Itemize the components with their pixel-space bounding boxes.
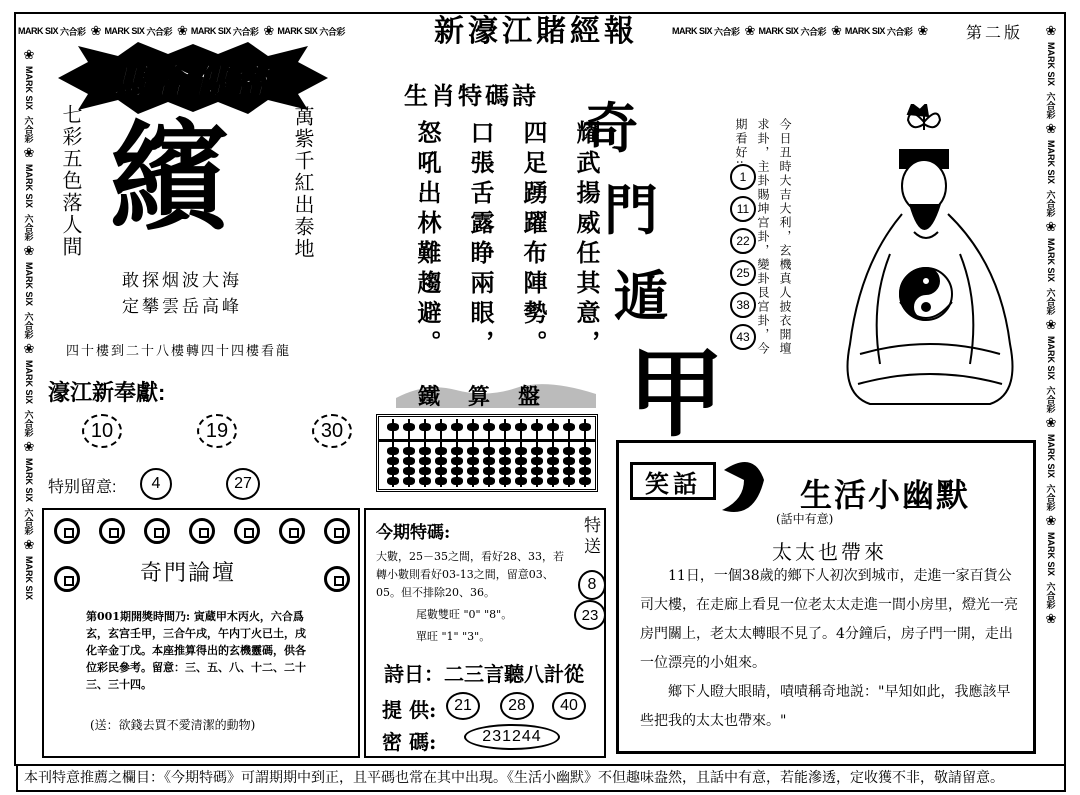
mark-six-label: MARK SIX bbox=[104, 26, 145, 36]
floor-note: 四十樓到二十八樓轉四十四樓看龍 bbox=[66, 344, 292, 359]
coin-icon bbox=[54, 518, 80, 544]
zodiac-poem-title: 生肖特碼詩 bbox=[404, 81, 539, 110]
mark-six-label: MARK SIX bbox=[672, 26, 713, 36]
poem-line-1: 敢探烟波大海 bbox=[122, 271, 242, 291]
abacus-bead bbox=[579, 467, 591, 475]
mark-six-label: MARK SIX bbox=[24, 556, 34, 601]
contribution-number: 30 bbox=[312, 414, 352, 448]
zodiac-poem-columns bbox=[410, 120, 604, 370]
abacus-bead bbox=[419, 477, 431, 485]
abacus-bead bbox=[467, 477, 479, 485]
abacus-bead bbox=[435, 447, 447, 455]
brush-stroke bbox=[714, 450, 774, 530]
password-label: 密 碼: bbox=[382, 730, 437, 754]
abacus-bead bbox=[403, 457, 415, 465]
special-number: 27 bbox=[226, 468, 260, 500]
mark-six-cn: 六合彩 bbox=[1045, 288, 1056, 316]
coin-icon bbox=[144, 518, 170, 544]
abacus-bead bbox=[483, 447, 495, 455]
abacus-bead bbox=[467, 423, 479, 431]
fortune-number: 38 bbox=[730, 292, 756, 318]
fortune-number: 1 bbox=[730, 164, 756, 190]
newspaper-title: 新濠江賭經報 bbox=[434, 14, 638, 49]
abacus-beam bbox=[379, 439, 595, 442]
humor-tag: 笑話 bbox=[630, 462, 716, 500]
abacus-bead bbox=[435, 423, 447, 431]
mark-six-label: MARK SIX bbox=[1046, 238, 1056, 283]
abacus-bead bbox=[435, 477, 447, 485]
send-label: 特送 bbox=[580, 516, 600, 558]
mark-six-label: MARK SIX bbox=[1046, 140, 1056, 185]
story-paragraph-2: 鄉下人瞪大眼睛，嘖嘖稱奇地説："早知如此，我應該早些把我的太太也帶來。" bbox=[640, 684, 1011, 729]
abacus-bead bbox=[515, 477, 527, 485]
mark-six-label: MARK SIX bbox=[24, 262, 34, 307]
abacus-bead bbox=[547, 477, 559, 485]
abacus-bead bbox=[531, 423, 543, 431]
abacus-bead bbox=[579, 423, 591, 431]
coin-icon bbox=[54, 566, 80, 592]
abacus-bead bbox=[515, 447, 527, 455]
poem-column: 耀武揚威任其意， bbox=[572, 120, 601, 360]
flower-icon: ❀ bbox=[1045, 318, 1057, 334]
flower-icon: ❀ bbox=[917, 23, 929, 39]
abacus-bead bbox=[563, 477, 575, 485]
abacus-bead bbox=[499, 423, 511, 431]
abacus-bead bbox=[547, 457, 559, 465]
dunjia-char: 遁 bbox=[614, 264, 668, 328]
abacus-bead bbox=[403, 447, 415, 455]
dunjia-char: 甲 bbox=[628, 337, 724, 450]
big-character: 繽 bbox=[110, 108, 229, 247]
coin-icon bbox=[189, 518, 215, 544]
mark-six-cn: 六合彩 bbox=[1045, 484, 1056, 512]
poem-line-2: 定攀雲岳高峰 bbox=[122, 297, 242, 317]
mark-six-label: MARK SIX bbox=[758, 26, 799, 36]
mark-six-cn: 六合彩 bbox=[1045, 386, 1056, 414]
abacus-bead bbox=[387, 477, 399, 485]
abacus-bead bbox=[419, 457, 431, 465]
provide-number: 40 bbox=[552, 692, 586, 720]
abacus-bead bbox=[563, 467, 575, 475]
abacus-bead bbox=[499, 477, 511, 485]
coin-column-left bbox=[54, 566, 80, 592]
abacus-bead bbox=[515, 467, 527, 475]
abacus-bead bbox=[547, 447, 559, 455]
flower-icon: ❀ bbox=[1045, 514, 1057, 530]
abacus-bead bbox=[579, 457, 591, 465]
abacus-bead bbox=[531, 477, 543, 485]
flower-icon: ❀ bbox=[1045, 24, 1057, 39]
abacus-title: 鐵算盤 bbox=[418, 384, 569, 410]
butterfly-icon bbox=[906, 106, 942, 136]
humor-subtitle: (話中有意) bbox=[776, 512, 834, 526]
coin-column-right bbox=[324, 566, 350, 592]
fortune-number: 11 bbox=[730, 196, 756, 222]
mark-six-cn: 六合彩 bbox=[1045, 190, 1056, 218]
flower-icon: ❀ bbox=[90, 23, 102, 39]
abacus-bead bbox=[467, 457, 479, 465]
abacus-bead bbox=[563, 447, 575, 455]
mark-six-label: MARK SIX bbox=[1046, 532, 1056, 577]
sage-illustration bbox=[830, 104, 1030, 424]
flower-icon: ❀ bbox=[23, 440, 35, 456]
abacus-bead bbox=[403, 423, 415, 431]
abacus-bead bbox=[467, 447, 479, 455]
code-poem: 詩日：二三言聽八計從 bbox=[384, 662, 584, 686]
dunjia-char: 奇 bbox=[584, 96, 638, 160]
abacus-bead bbox=[451, 477, 463, 485]
abacus-bead bbox=[531, 457, 543, 465]
abacus-bead bbox=[515, 423, 527, 431]
abacus-bead bbox=[531, 467, 543, 475]
flower-icon: ❀ bbox=[1045, 220, 1057, 236]
mark-six-label: MARK SIX bbox=[1046, 336, 1056, 381]
mark-six-cn: 六合彩 bbox=[319, 26, 345, 37]
fortune-number: 22 bbox=[730, 228, 756, 254]
provide-number: 28 bbox=[500, 692, 534, 720]
abacus-bead bbox=[435, 467, 447, 475]
provide-number: 21 bbox=[446, 692, 480, 720]
mark-six-cn: 六合彩 bbox=[1045, 92, 1056, 120]
abacus-bead bbox=[483, 467, 495, 475]
mark-six-label: MARK SIX bbox=[1046, 42, 1056, 87]
flower-icon: ❀ bbox=[830, 23, 842, 39]
send-number: 8 bbox=[578, 570, 606, 600]
mark-six-label: MARK SIX bbox=[277, 26, 318, 36]
abacus bbox=[376, 414, 598, 492]
mark-six-cn: 六合彩 bbox=[800, 26, 826, 37]
abacus-bead bbox=[451, 467, 463, 475]
abacus-bead bbox=[419, 467, 431, 475]
abacus-bead bbox=[579, 447, 591, 455]
current-code-line1: 大數，25－35之間，看好28、33，若轉小數則看好03-13之間，留意03、05。但不排除20、36。 bbox=[376, 550, 564, 599]
left-vertical-text: 七彩五色落人間 bbox=[59, 104, 83, 258]
current-code-line3: 單旺 "1" "3"。 bbox=[416, 630, 491, 643]
poem-column: 怒吼出林難趨避。 bbox=[413, 120, 442, 360]
mark-six-label: MARK SIX bbox=[18, 26, 59, 36]
mark-six-cn: 六合彩 bbox=[146, 26, 172, 37]
flower-icon: ❀ bbox=[176, 23, 188, 39]
mark-six-cn: 六合彩 bbox=[23, 410, 34, 438]
right-vertical-text: 萬紫千紅出泰地 bbox=[291, 106, 315, 260]
abacus-bead bbox=[563, 423, 575, 431]
coin-row bbox=[54, 518, 350, 544]
mark-six-label: MARK SIX bbox=[844, 26, 885, 36]
fortune-numbers bbox=[730, 164, 756, 350]
abacus-bead bbox=[515, 457, 527, 465]
contribution-number: 19 bbox=[197, 414, 237, 448]
mark-six-label: MARK SIX bbox=[1046, 434, 1056, 479]
humor-title: 生活小幽默 bbox=[800, 476, 971, 514]
abacus-bead bbox=[499, 457, 511, 465]
story-paragraph-1: 11日，一個38歲的鄉下人初次到城市，走進一家百貨公司大樓，在走廊上看見一位老太太走進一間小房里，燈光一亮房門關上，老太太轉眼不見了。4分鐘后，房子門一開，走出一位漂亮的小姐來。 bbox=[640, 568, 1018, 671]
abacus-bead bbox=[451, 447, 463, 455]
flower-icon: ❀ bbox=[23, 146, 35, 162]
footer-note: 本刊特意推薦之欄目：《今期特碼》可謂期期中到正，且平碼也常在其中出現。《生活小幽默》不但趣味盎然，且話中有意，若能滲透，定收獲不非，敬請留意。 bbox=[16, 764, 1066, 792]
abacus-bead bbox=[419, 423, 431, 431]
mark-six-label: MARK SIX bbox=[24, 360, 34, 405]
special-number: 4 bbox=[140, 468, 172, 500]
provide-label: 提 供: bbox=[382, 698, 437, 722]
mark-six-label: MARK SIX bbox=[190, 26, 231, 36]
password-value: 231244 bbox=[464, 724, 560, 750]
coin-icon bbox=[279, 518, 305, 544]
abacus-bead bbox=[387, 447, 399, 455]
abacus-bead bbox=[451, 457, 463, 465]
fortune-number: 43 bbox=[730, 324, 756, 350]
abacus-bead bbox=[547, 467, 559, 475]
flower-icon: ❀ bbox=[1045, 122, 1057, 138]
send-number: 23 bbox=[574, 600, 606, 630]
contribution-numbers bbox=[82, 414, 352, 448]
abacus-bead bbox=[403, 467, 415, 475]
abacus-bead bbox=[563, 457, 575, 465]
abacus-bead bbox=[435, 457, 447, 465]
abacus-bead bbox=[451, 423, 463, 431]
abacus-bead bbox=[483, 457, 495, 465]
contribution-number: 10 bbox=[82, 414, 122, 448]
abacus-bead bbox=[387, 457, 399, 465]
abacus-bead bbox=[387, 467, 399, 475]
coin-icon bbox=[324, 518, 350, 544]
left-side-strip bbox=[18, 48, 40, 760]
current-code-title: 今期特碼: bbox=[376, 523, 451, 543]
fortune-text: 今日丑時大吉大利，玄機真人披衣開壇求卦，主卦賜坤宫卦，變卦艮宫卦，今期看好: bbox=[734, 118, 792, 356]
mark-six-cn: 六合彩 bbox=[23, 508, 34, 536]
coin-icon bbox=[234, 518, 260, 544]
fortune-number: 25 bbox=[730, 260, 756, 286]
abacus-bead bbox=[531, 447, 543, 455]
mark-six-cn: 六合彩 bbox=[23, 312, 34, 340]
poem-column: 四足踴躍布陣勢。 bbox=[519, 120, 548, 360]
abacus-bead bbox=[499, 467, 511, 475]
flower-icon: ❀ bbox=[263, 23, 275, 39]
flower-icon: ❀ bbox=[1045, 612, 1057, 628]
abacus-bead bbox=[403, 477, 415, 485]
mark-six-label: MARK SIX bbox=[24, 458, 34, 503]
dunjia-char: 門 bbox=[604, 178, 658, 242]
story-title: 太太也帶來 bbox=[772, 540, 887, 564]
poem-column: 口張舌露睁兩眼， bbox=[466, 120, 495, 360]
edition-label: 第二版 bbox=[966, 23, 1024, 42]
abacus-bead bbox=[467, 467, 479, 475]
abacus-bead bbox=[499, 447, 511, 455]
abacus-bead bbox=[547, 423, 559, 431]
abacus-bead bbox=[483, 423, 495, 431]
qimen-forum-footer: (送：欲錢去買不愛清潔的動物) bbox=[90, 718, 256, 732]
flower-icon: ❀ bbox=[23, 342, 35, 358]
flower-icon: ❀ bbox=[1045, 416, 1057, 432]
mark-six-cn: 六合彩 bbox=[60, 26, 86, 37]
flower-icon: ❀ bbox=[744, 23, 756, 39]
right-side-strip bbox=[1040, 24, 1062, 762]
flower-icon: ❀ bbox=[23, 48, 35, 63]
mark-six-cn: 六合彩 bbox=[886, 26, 913, 37]
abacus-bead bbox=[419, 447, 431, 455]
qimen-forum-title: 奇門論壇 bbox=[140, 561, 237, 586]
flower-icon: ❀ bbox=[23, 538, 35, 554]
coin-icon bbox=[99, 518, 125, 544]
abacus-bead bbox=[579, 477, 591, 485]
mark-six-cn: 六合彩 bbox=[232, 26, 259, 37]
qimen-forum-body: 第001期開獎時間乃: 寅蔵甲木丙火，六合爲玄，玄宫壬甲，三合午戌，午内丁火已土，戌化辛金丁戊。本座推算得出的玄機靈碼，供各位彩民參考。留意：三、五、八、十二、二十三、三十四。 bbox=[86, 610, 306, 691]
mark-six-label: MARK SIX bbox=[24, 66, 34, 111]
current-code-line2: 尾數雙旺 "0" "8"。 bbox=[416, 608, 513, 621]
mark-six-cn: 六合彩 bbox=[714, 26, 740, 37]
contribution-title: 濠江新奉獻: bbox=[48, 380, 166, 405]
mark-six-cn: 六合彩 bbox=[1045, 582, 1056, 610]
abacus-bead bbox=[387, 423, 399, 431]
abacus-bead bbox=[483, 477, 495, 485]
mark-six-cn: 六合彩 bbox=[23, 214, 34, 242]
mark-six-cn: 六合彩 bbox=[23, 116, 34, 144]
header-mark-strip-right bbox=[672, 14, 962, 48]
flower-icon: ❀ bbox=[23, 244, 35, 260]
coin-icon bbox=[324, 566, 350, 592]
mark-six-label: MARK SIX bbox=[24, 164, 34, 209]
special-label: 特别留意: bbox=[48, 479, 117, 496]
banner-text: 馬會傳密 bbox=[113, 62, 273, 102]
